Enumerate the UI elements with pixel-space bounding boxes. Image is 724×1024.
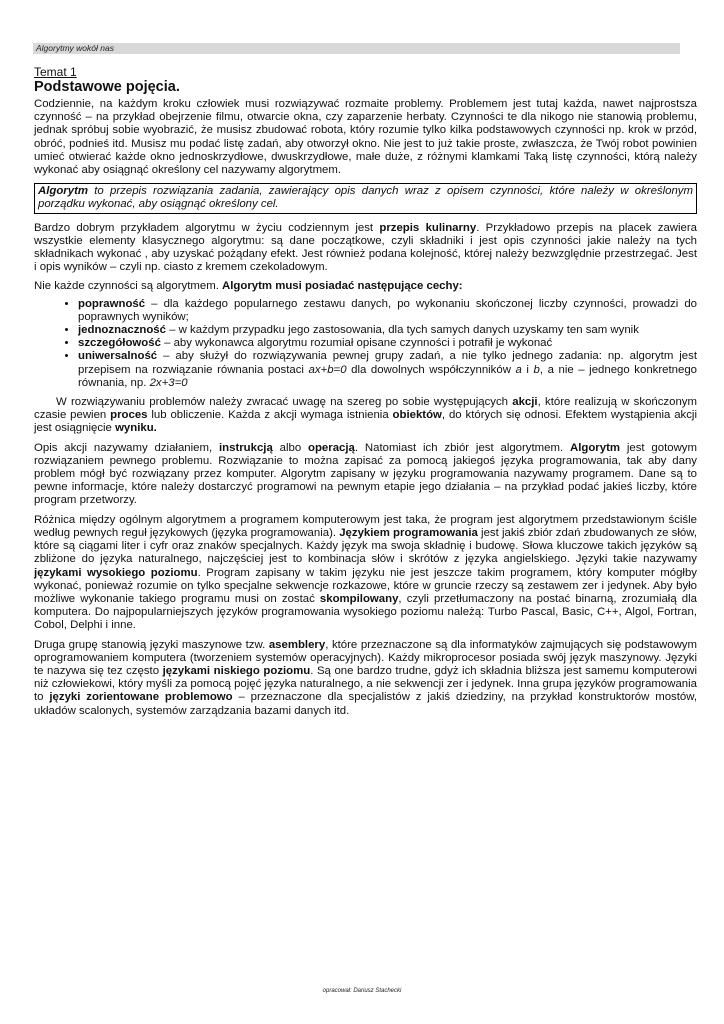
recipe-paragraph xyxy=(34,222,697,275)
definition-text: to przepis rozwiązania zadania, zawierający opis danych wraz z opisem czynności, które należy w określonym porządku wykonać, aby osiągnąć określony cel. xyxy=(38,185,693,211)
text-span: . Natomiast ich zbiór jest algorytmem. xyxy=(354,441,570,454)
running-header: Algorytmy wokół nas xyxy=(33,43,680,54)
features-list xyxy=(34,298,697,390)
text-span: Opis akcji nazywamy działaniem, xyxy=(34,441,219,454)
instruction-paragraph xyxy=(34,442,697,508)
italic-math: 2x+3=0 xyxy=(149,376,188,389)
text-span: W rozwiązywaniu problemów należy zwracać uwagę na szereg po sobie występujących xyxy=(56,396,513,409)
bold-term: Algorytm musi posiadać następujące cechy: xyxy=(222,280,463,293)
text-span: albo xyxy=(272,441,309,454)
text-span: – przeznaczone dla specjalistów z jakiś dziedziny, na przykład konstruktorów mostów, układów scalonych, systemów zarządzania bazami danych itd. xyxy=(34,691,698,717)
text-span: . Przykładowo przepis na placek zawiera wszystkie elementy klasycznego algorytmu: są dane początkowe, czyli składniki i jest opis czynności jakie należy na tych składnikach wykonać , aby uzyskać pożądany efekt. Jest również podana kolejność, której należy bezwzględnie przestrzegać. Jest i opis wyników – czyli np. ciasto z kremem czekoladowym. xyxy=(34,221,698,274)
text-span: , które realizują w skończonym czasie pewien xyxy=(34,396,697,422)
topic-label: Temat 1 xyxy=(34,65,77,79)
bold-term: poprawność xyxy=(78,297,146,310)
text-span: , do których się odnosi. Efektem wystąpienia akcji jest osiągnięcie xyxy=(34,409,697,435)
bold-term: asemblery xyxy=(268,638,326,651)
list-item xyxy=(78,337,697,350)
document-body xyxy=(34,66,697,724)
list-item xyxy=(78,298,697,324)
italic-math: ax+b=0 xyxy=(308,363,347,376)
text-span: – aby służył do rozwiązywania pewnej grupy zadań, a nie tylko jednego zadania: np. algorytm jest przepisem na rozwiązanie równania postaci xyxy=(78,350,697,376)
text-span: . Są one bardzo trudne, gdyż ich składnia bliższa jest samemu komputerowi niż człowiekowi, który myśli za pomocą pojęć języka naturalnego, a nie sekwencji zer i jedynek. Inna grupa języków programowania to xyxy=(34,664,697,704)
bold-term: uniwersalność xyxy=(78,350,158,363)
text-span: jest jakiś zbiór zdań zbudowanych ze słów, które są ciągami liter i cyfr oraz znaków specjalnych. Każdy język ma swoja składnię i budowę. Słowa kluczowe takich języków są zbliżone do języka naturalnego, najczęściej jest to kombinacja słów i skrótów z języka angielskiego. Języki takie nazywamy xyxy=(34,526,698,566)
text-span: dla dowolnych współczynników xyxy=(346,363,516,376)
text-span: , czyli przetłumaczony na postać binarną, zrozumiałą dla komputera. Do najpopularniejszych języków programowania wysokiego poziomu należą: Turbo Pascal, Basic, C++, Algol, Fortran, Cobol, Delphi i inne. xyxy=(34,592,697,632)
text-span: Różnica między ogólnym algorytmem a programem komputerowym jest taka, że program jest algorytmem przedstawionym ściśle według pewnych reguł językowych (języka programowania). xyxy=(34,513,697,539)
bold-term: przepis kulinarny xyxy=(379,221,477,234)
italic-math: b xyxy=(533,363,540,376)
list-item xyxy=(78,350,697,390)
text-span: Nie każde czynności są algorytmem. xyxy=(34,280,223,293)
italic-math: a xyxy=(515,363,522,376)
assemblers-paragraph xyxy=(34,639,697,718)
definition-term: Algorytm xyxy=(38,185,88,198)
definition-box xyxy=(34,183,697,213)
bold-term: szczegółowość xyxy=(78,337,161,350)
text-span: lub obliczenie. Każda z akcji wymaga istnienia xyxy=(147,409,393,422)
intro-paragraph: Codziennie, na każdym kroku człowiek musi rozwiązywać rozmaite problemy. Problemem jest tutaj każda, nawet najprostsza czynność – na przykład obejrzenie filmu, otwarcie okna, czy zaparzenie herbaty. Czynności te dla nikogo nie stanowią problemu, jednak spróbuj sobie wyobrazić, że musisz zbudować robota, który rozumie tylko kilka podstawowych czynności np. krok w przód, obróć, podnieś itd. Musisz mu podać listę zadań, aby otworzył okno. Nie jest to już takie proste, zwłaszcza, że Twój robot powinien umieć otwierać każde okno jednoskrzydłowe, dwuskrzydłowe, małe duże, z różnymi klamkami Taką listę czynności, którą należy wykonać aby osiągnąć określony cel nazywamy algorytmem. xyxy=(34,98,697,177)
bold-term: wyniku. xyxy=(115,422,157,435)
bold-term: jednoznaczność xyxy=(78,324,166,337)
bold-term: języki zorientowane problemowo xyxy=(49,691,233,704)
text-span: , które przeznaczone są dla informatyków zajmujących się podstawowym oprogramowaniem komputera (tworzeniem systemów operacyjnych). Każdy mikroprocesor posiada swój język maszynowy. Języki te nazywa się tez często xyxy=(34,638,697,677)
bold-term: instrukcją xyxy=(218,441,273,454)
text-span: – aby wykonawca algorytmu rozumiał opisane czynności i potrafił je wykonać xyxy=(160,337,553,350)
page-title: Podstawowe pojęcia. xyxy=(34,79,180,95)
difference-paragraph xyxy=(34,514,697,633)
text-span: Druga grupę stanowią języki maszynowe tzw. xyxy=(34,638,269,651)
actions-paragraph xyxy=(34,396,697,436)
bold-term: obiektów xyxy=(392,409,442,422)
text-span: – w każdym przypadku jego zastosowania, dla tych samych danych uzyskamy ten sam wynik xyxy=(165,324,639,337)
bold-term: proces xyxy=(110,409,148,422)
bold-term: Językiem programowania xyxy=(339,526,478,539)
bold-term: operacją xyxy=(308,441,355,454)
page-footer: opracował: Dariusz Stachecki xyxy=(322,988,402,994)
list-item xyxy=(78,324,697,337)
text-span: , a nie – jednego konkretnego równania, np. xyxy=(78,363,697,389)
text-span: Bardzo dobrym przykładem algorytmu w życiu codziennym jest xyxy=(34,221,380,234)
text-span: jest gotowym rozwiązaniem pewnego problemu. Rozwiązanie to można zapisać za pomocą jakiegoś języka programowania, tak aby dany problem mógł być rozwiązany przez komputer. Algorytm zapisany w języku programowania nazywamy programem. Dane są to pewne informacje, które należy dostarczyć programowi na pewnym etapie jego działania – na przykład podać jakieś liczby, które program przetworzy. xyxy=(34,441,697,507)
bold-term: akcji xyxy=(512,396,538,409)
text-span: i xyxy=(521,363,534,376)
bold-term: językami wysokiego poziomu xyxy=(34,566,198,579)
features-intro xyxy=(34,280,697,293)
bold-term: językami niskiego poziomu xyxy=(162,664,311,677)
bold-term: Algorytm xyxy=(570,441,620,454)
bold-term: skompilowany xyxy=(319,592,399,605)
text-span: – dla każdego popularnego zestawu danych, po wykonaniu skończonej liczby czynności, prowadzi do poprawnych wyników; xyxy=(78,297,697,323)
text-span: . Program zapisany w takim języku nie jest jeszcze takim programem, który komputer mógłby wykonać, ponieważ rozumie on tylko specjalne sekwencje rozkazowe, które w gruncie rzeczy są zestawem zer i jedynek. Aby było możliwe wykonanie takiego programu musi on zostać xyxy=(34,566,697,605)
